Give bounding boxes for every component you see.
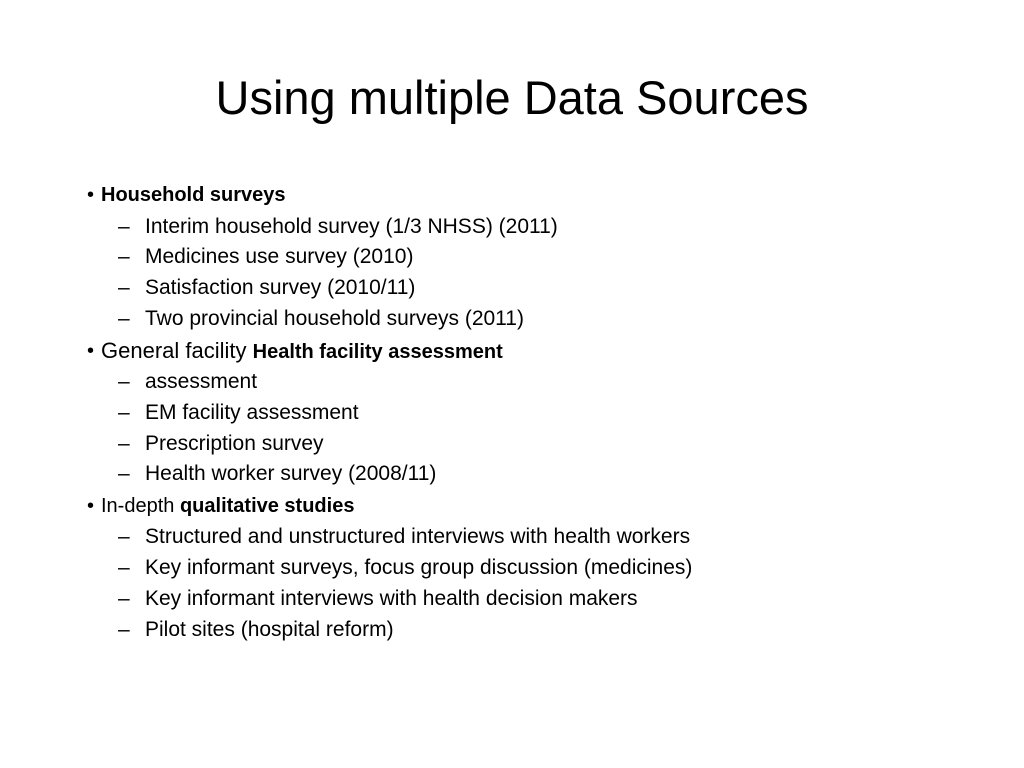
bullet-in-depth: [87, 492, 355, 520]
list-item-text: Medicines use survey (2010): [145, 245, 414, 268]
list-item: [118, 305, 524, 333]
list-item: [118, 616, 394, 644]
dash-icon: –: [118, 556, 130, 579]
list-item-text: Two provincial household surveys (2011): [145, 307, 524, 330]
list-item: [118, 368, 258, 396]
bullet-heading: qualitative studies: [179, 495, 355, 517]
dash-icon: –: [118, 215, 130, 238]
dash-icon: –: [118, 401, 130, 424]
bullet-icon: •: [87, 184, 95, 206]
dash-icon: –: [118, 525, 130, 548]
bullet-icon: •: [87, 340, 95, 362]
dash-icon: –: [118, 370, 130, 393]
list-item-text: Prescription survey: [145, 432, 324, 455]
dash-icon: –: [118, 276, 130, 299]
list-item: [118, 523, 691, 551]
bullet-prefix: General facility: [101, 338, 253, 363]
dash-icon: –: [118, 245, 130, 268]
bullet-heading: Health facility assessment: [252, 341, 503, 363]
list-item-text: EM facility assessment: [145, 401, 359, 424]
list-item: [118, 554, 693, 582]
bullet-general-facility: [87, 337, 503, 366]
list-item: [118, 430, 324, 458]
bullet-heading: Household surveys: [101, 184, 286, 206]
dash-icon: –: [118, 432, 130, 455]
slide-title: Using multiple Data Sources: [215, 71, 809, 124]
bullet-household-surveys: [87, 181, 286, 209]
list-item-text: Satisfaction survey (2010/11): [145, 276, 416, 299]
dash-icon: –: [118, 462, 130, 485]
list-item-text: Health worker survey (2008/11): [145, 462, 437, 485]
dash-icon: –: [118, 587, 130, 610]
list-item: [118, 585, 638, 613]
list-item-text: Structured and unstructured interviews with health workers: [145, 525, 691, 548]
list-item: [118, 399, 359, 427]
list-item-text: Interim household survey (1/3 NHSS) (2011): [145, 215, 558, 238]
list-item: [118, 213, 558, 241]
list-item-text: assessment: [145, 370, 258, 393]
list-item-text: Pilot sites (hospital reform): [145, 618, 394, 641]
bullet-icon: •: [87, 495, 95, 517]
bullet-prefix: In-depth: [101, 495, 180, 517]
dash-icon: –: [118, 618, 130, 641]
list-item: [118, 460, 437, 488]
list-item: [118, 274, 416, 302]
list-item: [118, 243, 414, 271]
list-item-text: Key informant surveys, focus group discussion (medicines): [145, 556, 693, 579]
list-item-text: Key informant interviews with health decision makers: [145, 587, 638, 610]
dash-icon: –: [118, 307, 130, 330]
